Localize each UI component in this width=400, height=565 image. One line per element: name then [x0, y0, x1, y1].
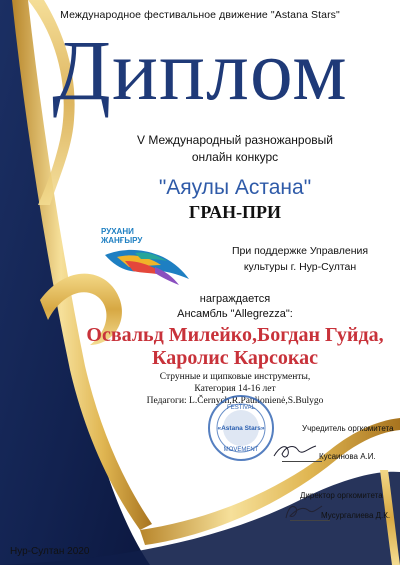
recipient-names-line1: Освальд Милейко,Богдан Гуйда, — [86, 324, 384, 346]
founder-title: Учредитель оргкомитета — [302, 424, 394, 433]
festival-seal-stamp — [207, 394, 275, 462]
award-title: ГРАН-ПРИ — [188, 202, 282, 222]
organizer-line: Международное фестивальное движение "Astana Stars" — [60, 9, 340, 21]
logo-text-line2: ЖАНҒЫРУ — [101, 236, 143, 245]
teachers-line: Педагоги: L.Černych,R.Paulionienė,S.Bulygo — [146, 396, 324, 406]
contest-name: "Аяулы Астана" — [158, 176, 312, 199]
founder-signature-line — [282, 461, 322, 462]
seal-text-top: FESTIVAL — [227, 405, 255, 411]
support-line-1: При поддержке Управления — [231, 245, 369, 257]
category-line-2: Категория 14-16 лет — [194, 384, 276, 394]
director-signature — [282, 500, 326, 522]
director-title: Директор оргкомитета — [300, 491, 383, 500]
recipient-names-line2: Каролис Карсокас — [151, 347, 319, 369]
ensemble-name: Ансамбль "Allegrezza": — [177, 308, 293, 320]
support-line-2: культуры г. Нур-Султан — [243, 261, 357, 273]
director-signature-line — [290, 520, 330, 521]
footer-city-year: Нур-Султан 2020 — [10, 546, 90, 557]
diploma-title: Диплом — [52, 22, 348, 118]
founder-signature — [272, 440, 322, 462]
logo-text — [101, 227, 142, 245]
seal-text-center: «Astana Stars» — [217, 425, 265, 432]
contest-line-1: V Международный разножанровый — [137, 133, 333, 147]
category-line-1: Струнные и щипковые инструменты, — [159, 372, 311, 382]
contest-line-2: онлайн конкурс — [191, 150, 279, 164]
awarded-label: награждается — [199, 293, 271, 305]
logo-text-line1: РУХАНИ — [101, 227, 134, 236]
director-name: Мусургалиева Д.К. — [321, 511, 391, 520]
seal-text-bottom: MOVEMENT — [223, 447, 259, 453]
founder-name: Кусаинова А.И. — [319, 452, 376, 461]
rukhani-zhangyru-logo — [95, 227, 195, 287]
